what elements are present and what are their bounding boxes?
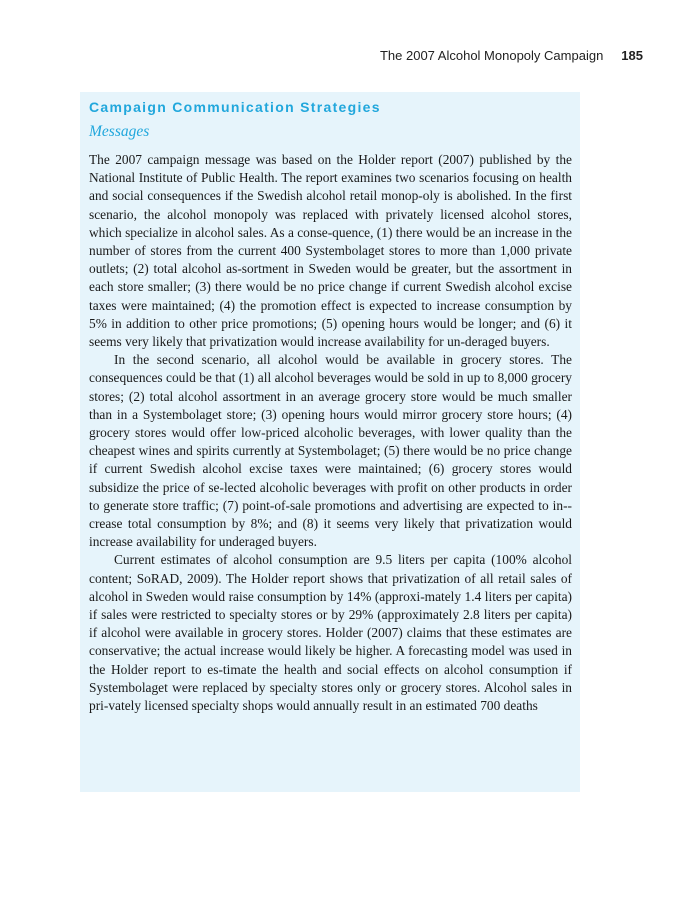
body-paragraph-3: Current estimates of alcohol consumption are 9.5 liters per capita (100% alcohol content; SoRAD, 2009). The Holder report shows that privatization of all retail sales of alcohol in Sweden would raise consumption by 14% (approxi-mately 1.4 liters per capita) if sales were restricted to specialty stores or by 29% (approximately 2.8 liters per capita) if alcohol were available in grocery stores. Holder (2007) claims that these estimates are conservative; the actual increase would likely be higher. A forecasting model was used in the Holder report to es-timate the health and social effects on alcohol consumption if Systembolaget were replaced by specialty stores only or grocery stores. Alcohol sales in pri-vately licensed specialty shops would annually result in an estimated 700 deaths	[89, 552, 572, 714]
page-number: 185	[621, 48, 643, 63]
running-head	[380, 48, 643, 63]
body-paragraph-1: The 2007 campaign message was based on the Holder report (2007) published by the National Institute of Public Health. The report examines two scenarios focusing on health and social consequences if the Swedish alcohol retail monop-oly is abolished. In the first scenario, the alcohol monopoly was replaced with privately licensed alcohol stores, which specialize in alcohol sales. As a conse-quence, (1) there would be an increase in the number of stores from the current 400 Systembolaget stores to more than 1,000 private outlets; (2) total alcohol as-sortment in Sweden would be greater, but the assortment in each store smaller; (3) there would be no price change if current Swedish alcohol excise taxes were maintained; (4) the promotion effect is expected to increase consumption by 5% in addition to other price promotions; (5) opening hours would be longer; and (6) it seems very likely that privatization would increase availability for un-deraged buyers.	[89, 152, 572, 350]
campaign-sidebar-box	[80, 92, 580, 792]
body-paragraph-2: In the second scenario, all alcohol would be available in grocery stores. The consequences could be that (1) all alcohol beverages would be sold in up to 8,000 grocery stores; (2) total alcohol assortment in an average grocery store would be much smaller than in a Systembolaget store; (3) opening hours would mirror grocery store hours; (4) grocery stores would offer low-priced alcoholic beverages, with lower quality than the cheapest wines and spirits currently at Systembolaget; (5) there would be no price change if current Swedish alcohol excise taxes were maintained; (6) grocery stores would subsidize the price of se-lected alcoholic beverages with profit on other products in order to generate store traffic; (7) point-of-sale promotions and advertising are expected to in-crease total consumption by 8%; and (8) it seems very likely that privatization would increase availability for underaged buyers.	[89, 352, 572, 550]
box-heading: Campaign Communication Strategies	[89, 99, 381, 115]
running-head-title: The 2007 Alcohol Monopoly Campaign	[379, 48, 604, 63]
box-subheading: Messages	[89, 123, 150, 140]
